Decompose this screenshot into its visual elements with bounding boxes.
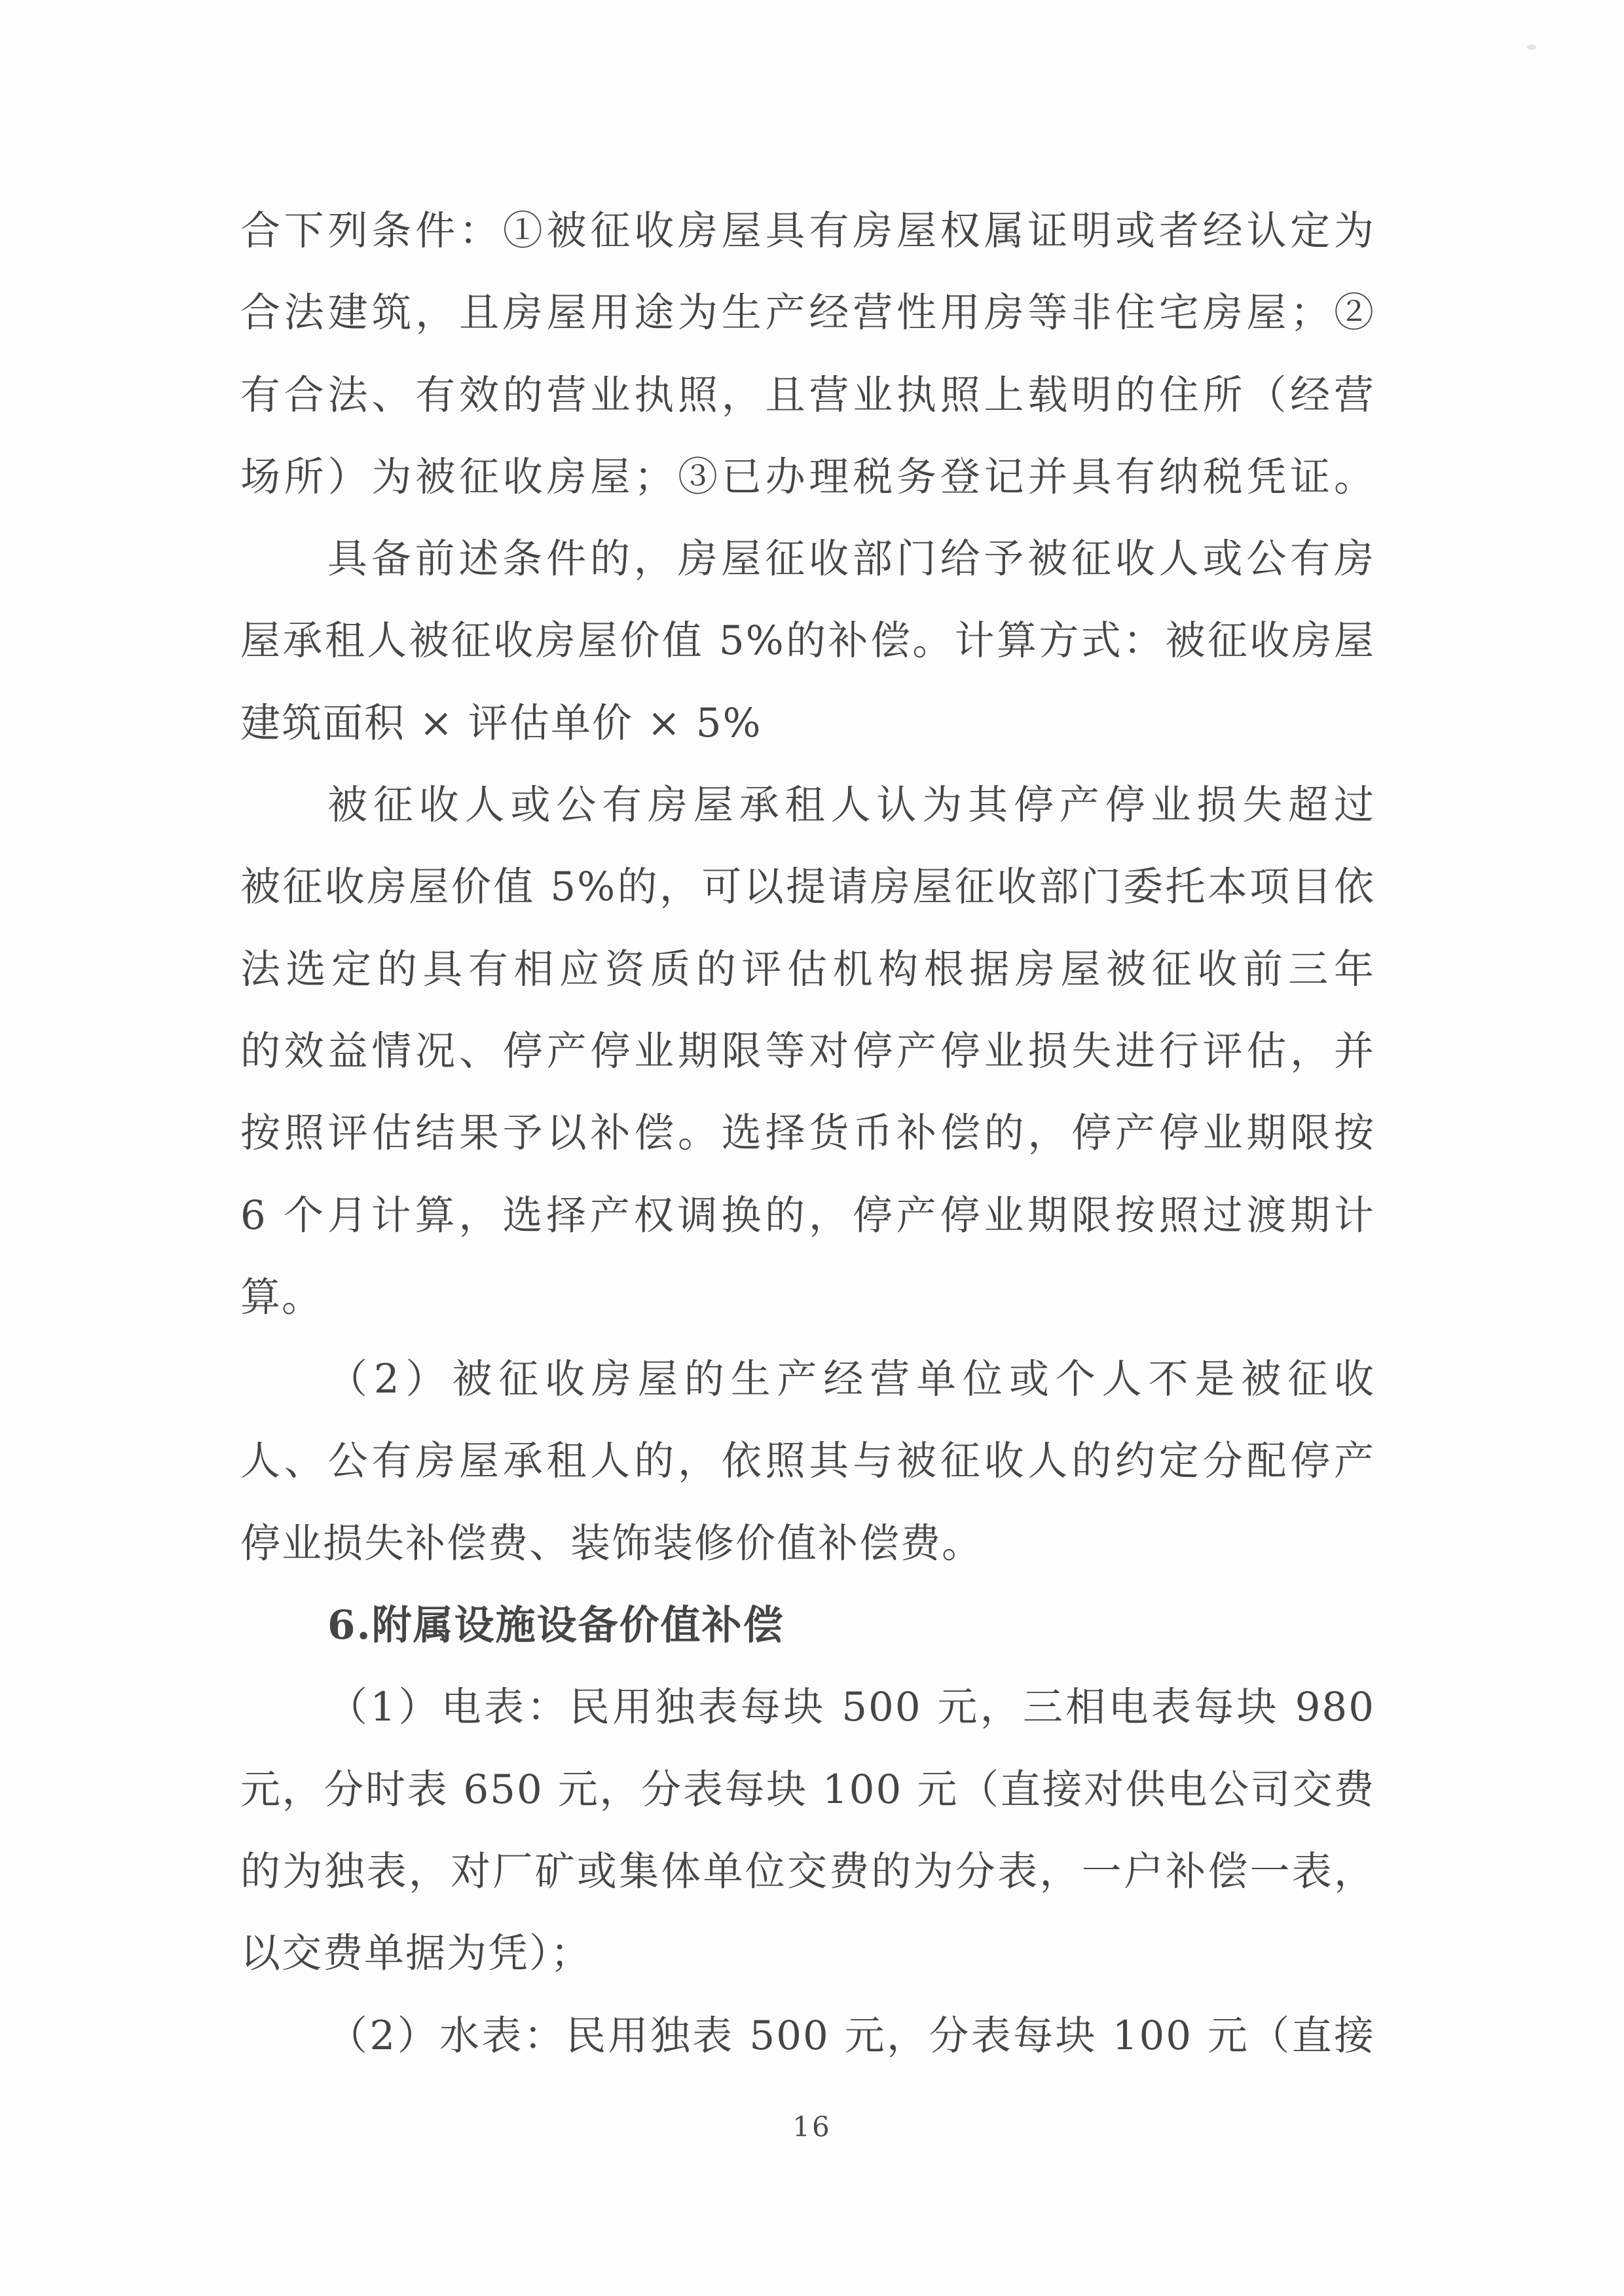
text-line: 屋承租人被征收房屋价值 5%的补偿。计算方式：被征收房屋 (240, 617, 1375, 665)
text-line: 场所）为被征收房屋；③已办理税务登记并具有纳税凭证。 (240, 453, 1375, 500)
document-body (240, 190, 1375, 2077)
text-line: 人、公有房屋承租人的，依照其与被征收人的约定分配停产 (240, 1438, 1375, 1485)
text-line: 被征收房屋价值 5%的，可以提请房屋征收部门委托本项目依 (240, 864, 1375, 911)
text-line: （1）电表：民用独表每块 500 元，三相电表每块 980 (327, 1684, 1375, 1731)
scan-artifact-speck (1527, 45, 1536, 50)
section-heading: 6.附属设施设备价值补偿 (327, 1602, 784, 1649)
text-line: 合法建筑，且房屋用途为生产经营性用房等非住宅房屋；② (240, 289, 1375, 337)
text-line: 的效益情况、停产停业期限等对停产停业损失进行评估，并 (240, 1027, 1375, 1074)
text-line: 的为独表，对厂矿或集体单位交费的为分表，一户补偿一表， (240, 1848, 1375, 1895)
text-line: 按照评估结果予以补偿。选择货币补偿的，停产停业期限按 (240, 1110, 1375, 1157)
text-line: 停业损失补偿费、装饰装修价值补偿费。 (240, 1520, 984, 1567)
text-line: 被征收人或公有房屋承租人认为其停产停业损失超过 (327, 782, 1375, 829)
text-line: 合下列条件：①被征收房屋具有房屋权属证明或者经认定为 (240, 208, 1375, 254)
text-line: 有合法、有效的营业执照，且营业执照上载明的住所（经营 (240, 371, 1375, 418)
text-line: 具备前述条件的，房屋征收部门给予被征收人或公有房 (327, 536, 1375, 583)
text-line: （2）水表：民用独表 500 元，分表每块 100 元（直接 (327, 2012, 1375, 2059)
page-number: 16 (792, 2111, 832, 2143)
text-line: 元，分时表 650 元，分表每块 100 元（直接对供电公司交费 (240, 1766, 1375, 1813)
text-line: （2）被征收房屋的生产经营单位或个人不是被征收 (327, 1356, 1375, 1403)
text-line: 建筑面积 × 评估单价 × 5% (240, 699, 762, 746)
text-line: 6 个月计算，选择产权调换的，停产停业期限按照过渡期计 (240, 1192, 1375, 1239)
text-line: 法选定的具有相应资质的评估机构根据房屋被征收前三年 (240, 945, 1375, 993)
text-line: 算。 (240, 1273, 323, 1321)
text-line: 以交费单据为凭）； (240, 1930, 592, 1977)
